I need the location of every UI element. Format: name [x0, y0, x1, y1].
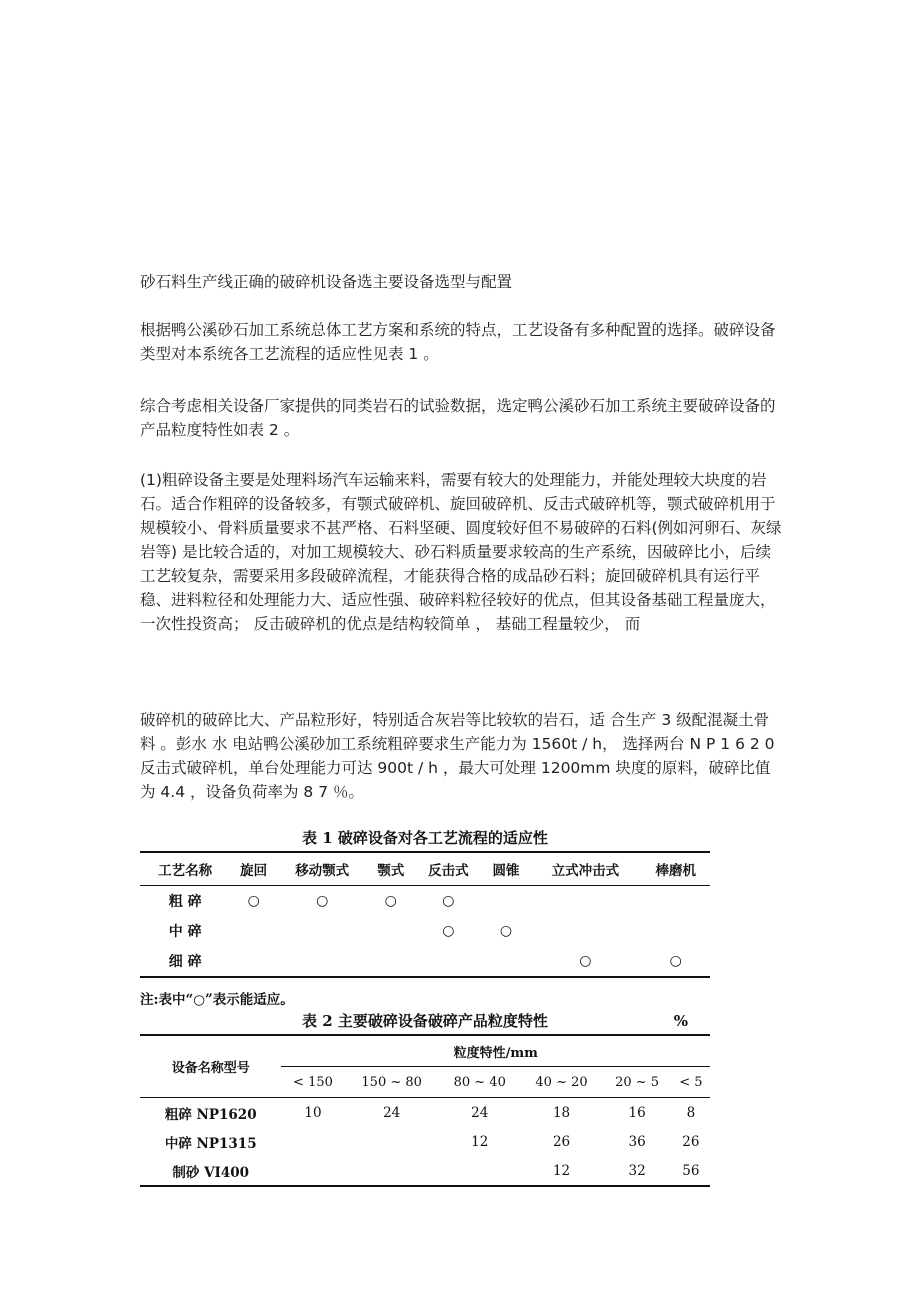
table-row — [140, 916, 710, 946]
table-1-note: 注:表中“○”表示能适应。 — [140, 992, 294, 1008]
row-label: 粗 碎 — [168, 894, 202, 910]
table-cell — [367, 946, 414, 977]
table-cell — [345, 1127, 439, 1156]
table-cell: 12 — [552, 1162, 571, 1179]
table-header-cell: 颚式 — [367, 852, 414, 886]
table-2 — [140, 1008, 710, 1187]
table-cell — [483, 946, 530, 977]
table-header-cell: 80 ~ 40 — [439, 1067, 521, 1098]
table-2-caption-row — [140, 1008, 710, 1034]
table-header-cell: 150 ~ 80 — [345, 1067, 439, 1098]
table-cell: ○ — [442, 893, 455, 909]
table-row — [140, 1098, 710, 1128]
row-label: 粗碎 NP1620 — [164, 1106, 257, 1123]
table-cell — [414, 946, 483, 977]
table-cell — [230, 916, 277, 946]
row-label: 中 碎 — [168, 924, 202, 940]
table-cell — [529, 916, 641, 946]
table-cell — [345, 1156, 439, 1186]
table-cell: ○ — [499, 923, 513, 939]
table-cell: ○ — [316, 893, 329, 909]
table-cell — [277, 916, 367, 946]
row-label: 中碎 NP1315 — [164, 1135, 257, 1152]
table-cell: 16 — [628, 1104, 646, 1121]
row-label: 细 碎 — [168, 954, 202, 970]
table-cell — [529, 886, 641, 917]
table-header-cell: 20 ~ 5 — [602, 1067, 671, 1098]
paragraph-1: 根据鸭公溪砂石加工系统总体工艺方案和系统的特点，工艺设备有多种配置的选择。破碎设备类型对本系统各工艺流程的适应性见表 1 。 — [140, 321, 776, 363]
table-cell — [483, 886, 530, 917]
table-cell: 10 — [304, 1104, 322, 1121]
table-row — [140, 1156, 710, 1186]
table-cell: 24 — [383, 1104, 401, 1121]
table-header-cell: 工艺名称 — [140, 852, 230, 886]
table-cell — [281, 1156, 344, 1186]
table-header-cell: 移动颚式 — [277, 852, 367, 886]
table-cell: ○ — [669, 953, 682, 969]
table-header-cell: 圆锥 — [483, 852, 530, 886]
table-row — [140, 946, 710, 977]
table-2-grid — [140, 1034, 710, 1187]
table-cell: 18 — [552, 1104, 571, 1121]
table-cell — [281, 1127, 344, 1156]
table-header-cell: 棒磨机 — [641, 852, 710, 886]
table-cell — [641, 886, 710, 917]
table-cell: 8 — [686, 1104, 696, 1121]
table-header-cell: 立式冲击式 — [529, 852, 641, 886]
table-header-cell: < 5 — [672, 1067, 710, 1098]
table-cell — [277, 946, 367, 977]
table-header-cell: < 150 — [281, 1067, 344, 1098]
table-header-cell: 40 ~ 20 — [521, 1067, 603, 1098]
article-title: 砂石料生产线正确的破碎机设备选主要设备选型与配置 — [140, 273, 513, 291]
table-1 — [140, 825, 710, 1008]
row-header-cell: 设备名称型号 — [140, 1035, 281, 1098]
table-cell: 26 — [552, 1133, 571, 1150]
table-cell: 36 — [628, 1133, 646, 1150]
table-1-caption: 表 1 破碎设备对各工艺流程的适应性 — [302, 829, 548, 847]
table-cell — [439, 1156, 521, 1186]
table-cell — [367, 916, 414, 946]
table-cell — [641, 916, 710, 946]
table-header-cell: 反击式 — [414, 852, 483, 886]
table-row — [140, 886, 710, 917]
table-2-caption: 表 2 主要破碎设备破碎产品粒度特性 — [302, 1012, 548, 1030]
table-cell: ○ — [247, 893, 260, 909]
table-cell: 32 — [628, 1162, 646, 1179]
table-header-row — [140, 852, 710, 886]
paragraph-4: 破碎机的破碎比大、产品粒形好，特别适合灰岩等比较软的岩石，适 合生产 3 级配混凝土骨料 。彭水 水 电站鸭公溪砂加工系统粗碎要求生产能力为 1560t / h， 选择两台 N P 1 6 2 0 反击式破碎机，单台处理能力可达 900t / h ，最大可处理 1200mm 块度的原料，破碎比值为 4.4 ，设备负荷率为 8 7 ％。 — [140, 711, 775, 801]
table-row — [140, 1127, 710, 1156]
table-header-row — [140, 1035, 710, 1067]
group-header-cell: 粒度特性/mm — [453, 1045, 538, 1061]
table-cell: ○ — [384, 893, 397, 909]
table-cell: ○ — [442, 923, 455, 939]
table-cell: 24 — [471, 1104, 489, 1121]
table-header-cell: 旋回 — [230, 852, 277, 886]
table-cell — [230, 946, 277, 977]
table-1-grid — [140, 851, 710, 978]
paragraph-3: (1)粗碎设备主要是处理料场汽车运输来料，需要有较大的处理能力，并能处理较大块度的岩石。适合作粗碎的设备较多，有颚式破碎机、旋回破碎机、反击式破碎机等，颚式破碎机用于规模较小、骨料质量要求不甚严格、石料坚硬、圆度较好但不易破碎的石料(例如河卵石、灰绿岩等) 是比较合适的，对加工规模较大、砂石料质量要求较高的生产系统，因破碎比小，后续工艺较复杂，需要采用多段破碎流程，才能获得合格的成品砂石料；旋回破碎机具有运行平稳、进料粒径和处理能力大、适应性强、破碎料粒径较好的优点，但其设备基础工程量庞大，一次性投资高； 反击破碎机的优点是结构较简单 ， 基础工程量较少， 而 — [140, 471, 782, 633]
table-cell: 12 — [471, 1133, 489, 1150]
table-cell: 56 — [682, 1162, 700, 1179]
table-cell: 26 — [682, 1133, 700, 1150]
row-label: 制砂 VI400 — [172, 1164, 250, 1181]
table-2-unit: % — [673, 1012, 688, 1030]
table-cell: ○ — [579, 953, 592, 969]
paragraph-2: 综合考虑相关设备厂家提供的同类岩石的试验数据，选定鸭公溪砂石加工系统主要破碎设备的产品粒度特性如表 2 。 — [140, 397, 776, 439]
